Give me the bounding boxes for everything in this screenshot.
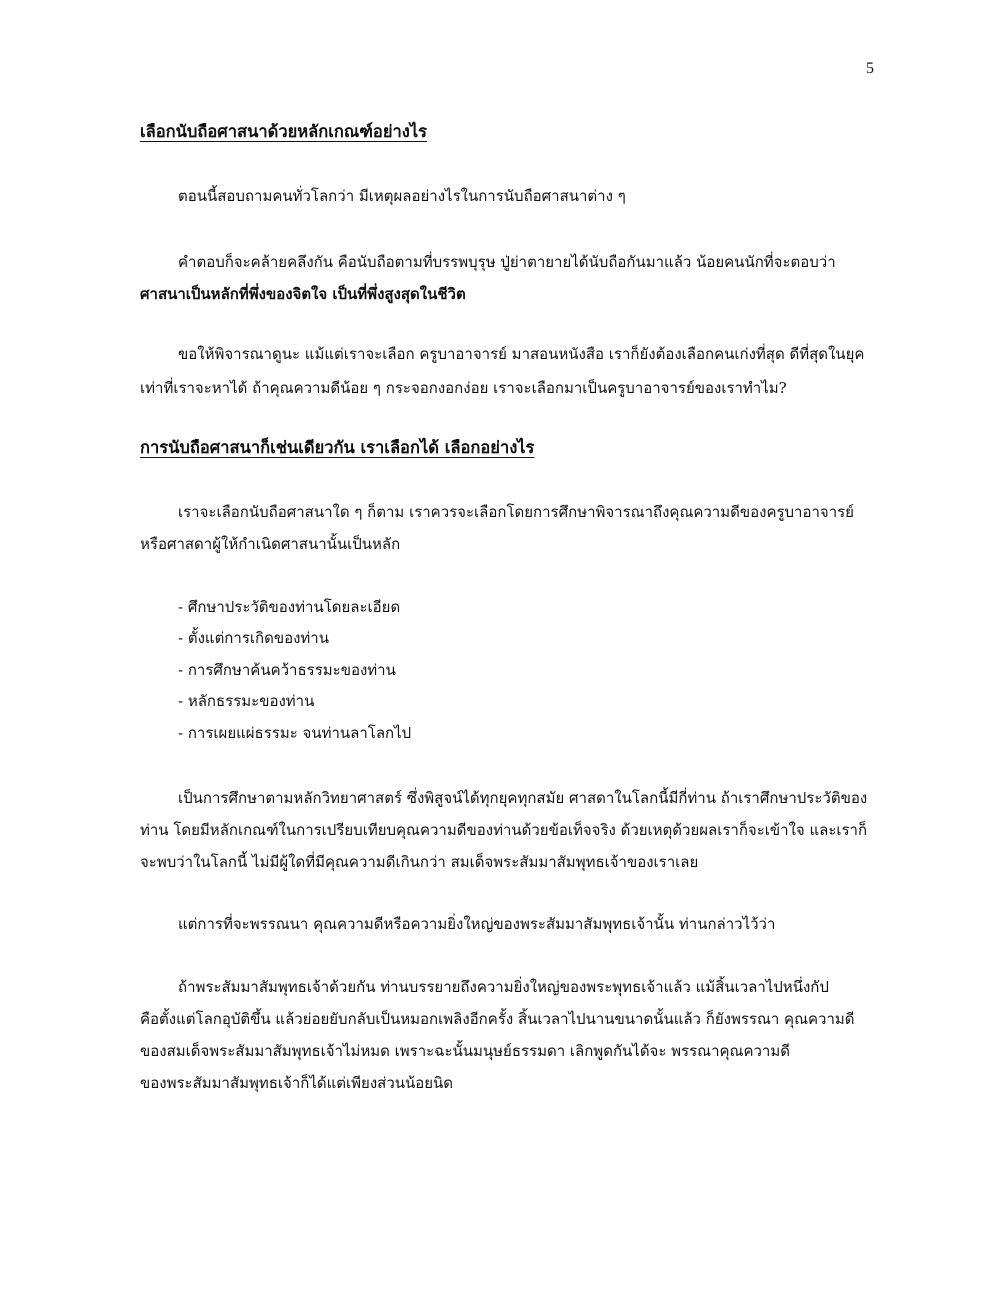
list-item: - การศึกษาค้นคว้าธรรมะของท่าน bbox=[178, 661, 396, 679]
section-2-paragraph-1-line-2: หรือศาสดาผู้ให้กำเนิดศาสนานั้นเป็นหลัก bbox=[140, 535, 401, 553]
section-1-paragraph-3-line-2: เท่าที่เราจะหาได้ ถ้าคุณความดีน้อย ๆ กระจอกงอกง่อย เราจะเลือกมาเป็นครูบาอาจารย์ของเราทำไม? bbox=[140, 379, 787, 397]
section-2-paragraph-2-line-3: จะพบว่าในโลกนี้ ไม่มีผู้ใดที่มีคุณความดีเกินกว่า สมเด็จพระสัมมาสัมพุทธเจ้าของเราเลย bbox=[140, 853, 699, 871]
section-2-paragraph-4-line-2: คือตั้งแต่โลกอุบัติขึ้น แล้วย่อยยับกลับเป็นหมอกเพลิงอีกครั้ง สิ้นเวลาไปนานขนาดนั้นแล้ว ก็ยังพรรณา คุณความดี bbox=[140, 1010, 855, 1028]
section-1-paragraph-2-line-2: ศาสนาเป็นหลักที่พึ่งของจิตใจ เป็นที่พึ่งสูงสุดในชีวิต bbox=[140, 285, 466, 303]
section-2-paragraph-4-line-4: ของพระสัมมาสัมพุทธเจ้าก็ได้แต่เพียงส่วนน้อยนิด bbox=[140, 1074, 454, 1092]
section-2-paragraph-2-line-2: ท่าน โดยมีหลักเกณฑ์ในการเปรียบเทียบคุณความดีของท่านด้วยข้อเท็จจริง ด้วยเหตุด้วยผลเราก็จะเข้าใจ และเราก็ bbox=[140, 821, 868, 839]
list-item: - ตั้งแต่การเกิดของท่าน bbox=[178, 629, 329, 647]
section-1-heading: เลือกนับถือศาสนาด้วยหลักเกณฑ์อย่างไร bbox=[140, 122, 427, 141]
section-1-paragraph-3-line-1: ขอให้พิจารณาดูนะ แม้แต่เราจะเลือก ครูบาอาจารย์ มาสอนหนังสือ เราก็ยังต้องเลือกคนเก่งที่สุด ดีที่สุดในยุค bbox=[178, 345, 865, 363]
section-2-paragraph-1-line-1: เราจะเลือกนับถือศาสนาใด ๆ ก็ตาม เราควรจะเลือกโดยการศึกษาพิจารณาถึงคุณความดีของครูบาอาจารย์ bbox=[178, 503, 854, 521]
section-1-paragraph-1: ตอนนี้สอบถามคนทั่วโลกว่า มีเหตุผลอย่างไรในการนับถือศาสนาต่าง ๆ bbox=[178, 187, 626, 205]
page-number: 5 bbox=[866, 60, 874, 77]
list-item: - ศึกษาประวัติของท่านโดยละเอียด bbox=[178, 598, 401, 616]
list-item: - หลักธรรมะของท่าน bbox=[178, 692, 315, 710]
section-2-paragraph-4-line-1: ถ้าพระสัมมาสัมพุทธเจ้าด้วยกัน ท่านบรรยายถึงความยิ่งใหญ่ของพระพุทธเจ้าแล้ว แม้สิ้นเวลาไปหนึ่งกัป bbox=[178, 978, 829, 996]
section-2-paragraph-3: แต่การที่จะพรรณนา คุณความดีหรือความยิ่งใหญ่ของพระสัมมาสัมพุทธเจ้านั้น ท่านกล่าวไว้ว่า bbox=[178, 915, 776, 933]
section-2-heading: การนับถือศาสนาก็เช่นเดียวกัน เราเลือกได้ เลือกอย่างไร bbox=[140, 438, 535, 457]
list-item: - การเผยแผ่ธรรมะ จนท่านลาโลกไป bbox=[178, 724, 412, 742]
section-1-paragraph-2-line-1: คำตอบก็จะคล้ายคลึงกัน คือนับถือตามที่บรรพบุรุษ ปู่ย่าตายายได้นับถือกันมาแล้ว น้อยคนนักที่จะตอบว่า bbox=[178, 253, 836, 271]
section-2-paragraph-4-line-3: ของสมเด็จพระสัมมาสัมพุทธเจ้าไม่หมด เพราะฉะนั้นมนุษย์ธรรมดา เลิกพูดกันได้จะ พรรณาคุณความดี bbox=[140, 1042, 790, 1060]
section-2-paragraph-2-line-1: เป็นการศึกษาตามหลักวิทยาศาสตร์ ซึ่งพิสูจน์ได้ทุกยุคทุกสมัย ศาสดาในโลกนี้มีกี่ท่าน ถ้าเราศึกษาประวัติของ bbox=[178, 789, 868, 807]
